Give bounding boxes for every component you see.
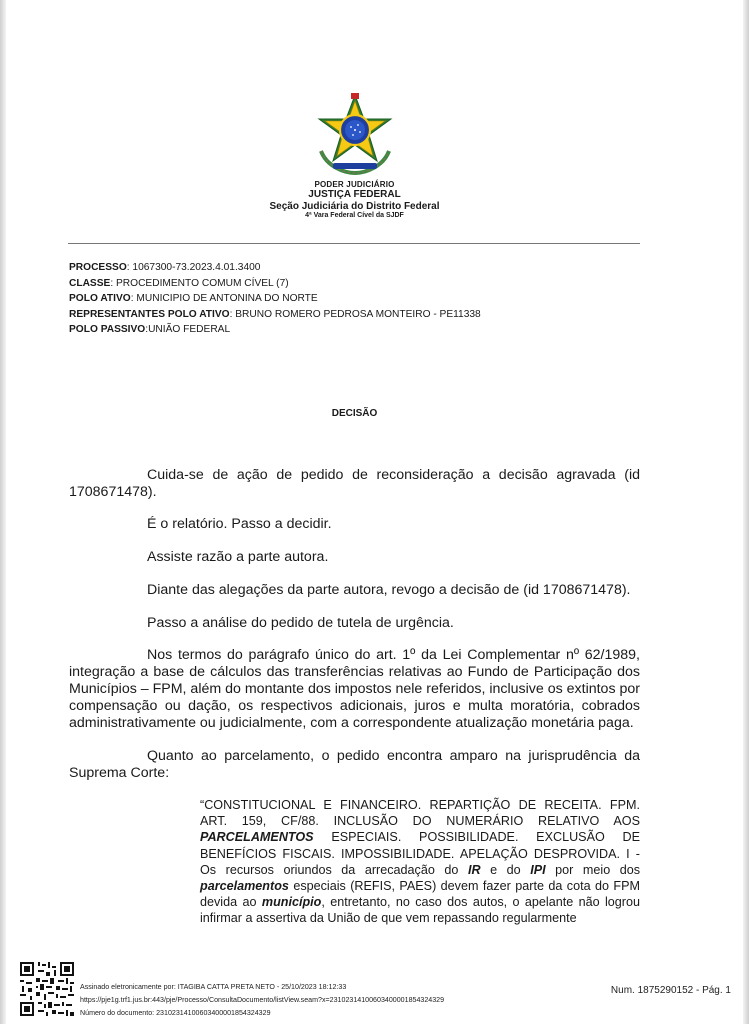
branch-name: JUSTIÇA FEDERAL [308,189,401,201]
division-name: 4ª Vara Federal Cível da SJDF [305,212,404,220]
case-metadata [69,260,481,338]
jurisprudence-quote [200,797,640,927]
quote-text: , entretanto, no caso dos autos, o apelante não logrou infirmar a assertiva da União de que vem repassando regularmente [200,895,640,926]
section-name: Seção Judiciária do Distrito Federal [269,200,440,212]
quote-emphasis: parcelamentos [200,879,289,894]
processo-row [69,260,481,276]
representantes-row [69,307,481,323]
processo-value: : 1067300-73.2023.4.01.3400 [126,262,261,273]
paragraph: Cuida-se de ação de pedido de reconsideração a decisão agravada (id 1708671478). [69,467,640,500]
document-title: DECISÃO [331,408,378,419]
paragraph: Assiste razão a parte autora. [147,549,329,565]
classe-row [69,276,481,292]
page-shadow-left [0,0,6,1024]
polo-passivo-label: POLO PASSIVO [69,324,146,336]
paragraph: Quanto ao parcelamento, o pedido encontra amparo na jurisprudência da Suprema Corte: [69,748,640,781]
polo-ativo-label: POLO ATIVO [69,293,131,305]
polo-passivo-row [69,322,481,338]
paragraph: É o relatório. Passo a decidir. [147,516,332,532]
coat-of-arms-icon [312,92,398,178]
polo-ativo-row [69,291,481,307]
signature-line: Assinado eletronicamente por: ITAGIBA CATTA PRETA NETO - 25/10/2023 18:12:33 [80,983,347,991]
representantes-value: : BRUNO ROMERO PEDROSA MONTEIRO - PE11338 [229,308,481,320]
paragraph: Nos termos do parágrafo único do art. 1º da Lei Complementar nº 62/1989, integração a base de cálculos das transferências relativas ao Fundo de Participação dos Municípios – FPM, além do montante dos impostos nele referidos, inclusive os extintos por compensação ou dação, os respectivos adicionais, juros e multa moratória, cobrados administrativamente ou judicialmente, com a correspondente atualização monetária paga. [69,647,640,731]
quote-emphasis: IR [467,862,481,877]
court-name: PODER JUDICIÁRIO [314,180,395,189]
quote-emphasis: IPI [530,862,546,877]
processo-label: PROCESSO [69,262,127,273]
document-url[interactable]: https://pje1g.trf1.jus.br:443/pje/Processo/ConsultaDocumento/listView.seam?x=23102314100603400001854324329 [80,995,445,1004]
classe-label: CLASSE [69,277,111,289]
quote-text: especiais (REFIS, PAES) devem fazer parte da cota do FPM devida ao [200,879,640,910]
paragraph: Diante das alegações da parte autora, revogo a decisão de (id 1708671478). [147,582,631,598]
quote-text: ESPECIAIS. POSSIBILIDADE. EXCLUSÃO DE BENEFÍCIOS FISCAIS. IMPOSSIBILIDADE. APELAÇÃO DESPROVIDA. I - Os recursos oriundos da arrecadação do [200,830,640,877]
page-shadow-right [743,0,749,1024]
page-number: Num. 1875290152 - Pág. 1 [610,985,731,996]
quote-emphasis: PARCELAMENTOS [200,830,314,845]
representantes-label: REPRESENTANTES POLO ATIVO [69,308,230,320]
document-number: Número do documento: 23102314100603400001854324329 [80,1008,271,1017]
paragraph: Passo a análise do pedido de tutela de urgência. [147,615,454,631]
polo-ativo-value: : MUNICIPIO DE ANTONINA DO NORTE [130,293,318,305]
court-header [0,180,709,220]
header-divider [68,243,640,244]
quote-text: “CONSTITUCIONAL E FINANCEIRO. REPARTIÇÃO DE RECEITA. FPM. ART. 159, CF/88. INCLUSÃO DO NUMERÁRIO RELATIVO AOS [200,798,640,829]
quote-text: e do [490,862,521,877]
classe-value: : PROCEDIMENTO COMUM CÍVEL (7) [110,277,289,289]
quote-emphasis: município [261,895,322,910]
qr-code-icon [18,960,76,1018]
quote-text: por meio dos [555,862,641,877]
signature-footer [80,981,444,1019]
polo-passivo-value: :UNIÃO FEDERAL [145,324,231,336]
